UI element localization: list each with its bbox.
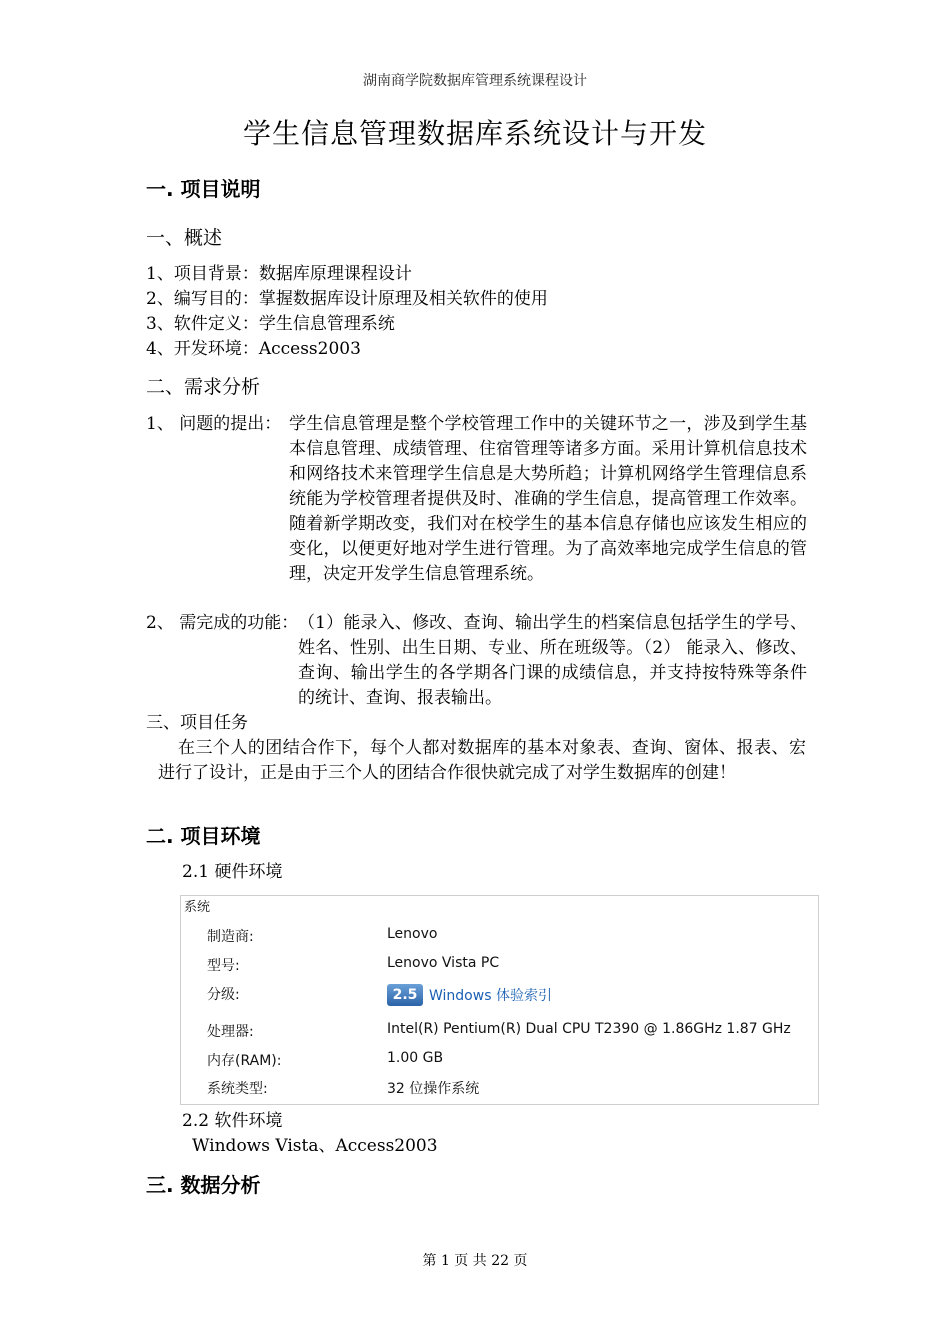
system-info-panel <box>180 895 819 1105</box>
overview-heading: 一、概述 <box>146 227 223 249</box>
system-key: 制造商: <box>207 929 254 945</box>
list-item: 1、项目背景：数据库原理课程设计 <box>146 264 412 284</box>
system-row-type <box>207 1078 807 1100</box>
system-row-manufacturer <box>207 926 807 948</box>
system-key: 分级: <box>207 987 240 1003</box>
requirement-item-1 <box>146 412 811 612</box>
system-row-rating <box>207 984 807 1010</box>
system-row-memory <box>207 1050 807 1072</box>
list-item: 2、编写目的：掌握数据库设计原理及相关软件的使用 <box>146 289 548 309</box>
system-key: 处理器: <box>207 1024 254 1040</box>
document-title: 学生信息管理数据库系统设计与开发 <box>242 117 707 150</box>
requirement-label: 1、 问题的提出： <box>146 414 282 434</box>
system-value: Lenovo Vista PC <box>387 955 500 971</box>
section3-heading: 三. 数据分析 <box>146 1173 261 1197</box>
system-row-processor <box>207 1021 807 1043</box>
requirement-item-2 <box>146 611 811 711</box>
requirement-text: 学生信息管理是整个学校管理工作中的关键环节之一，涉及到学生基本信息管理、成绩管理、住宿管理等诸多方面。采用计算机信息技术和网络技术来管理学生信息是大势所趋；计算机网络学生管理信息系统能为学校管理者提供及时、准确的学生信息，提高管理工作效率。随着新学期改变，我们对在校学生的基本信息存储也应该发生相应的变化，以便更好地对学生进行管理。为了高效率地完成学生信息的管理，决定开发学生信息管理系统。 <box>289 414 807 584</box>
list-item: 4、开发环境：Access2003 <box>146 339 361 359</box>
system-row-model <box>207 955 807 977</box>
tasks-text: 在三个人的团结合作下，每个人都对数据库的基本对象表、查询、窗体、报表、宏进行了设计，正是由于三个人的团结合作很快就完成了对学生数据库的创建！ <box>158 738 806 783</box>
section2-heading: 二. 项目环境 <box>146 824 261 848</box>
software-heading: 2.2 软件环境 <box>182 1111 283 1131</box>
system-key: 型号: <box>207 958 240 974</box>
experience-index-link[interactable]: Windows 体验索引 <box>429 988 552 1004</box>
software-text: Windows Vista、Access2003 <box>192 1136 438 1156</box>
overview-list <box>146 262 816 362</box>
tasks-heading: 三、项目任务 <box>146 713 248 733</box>
system-value: 32 位操作系统 <box>387 1081 480 1097</box>
list-item: 3、软件定义：学生信息管理系统 <box>146 314 395 334</box>
system-caption: 系统 <box>184 900 211 915</box>
hardware-heading: 2.1 硬件环境 <box>182 862 283 882</box>
system-key: 系统类型: <box>207 1081 268 1097</box>
system-key: 内存(RAM): <box>207 1053 282 1069</box>
requirement-text: （1）能录入、修改、查询、输出学生的档案信息包括学生的学号、姓名、性别、出生日期、专业、所在班级等。（2） 能录入、修改、查询、输出学生的各学期各门课的成绩信息，并支持按特殊等条件的统计、查询、报表输出。 <box>298 613 807 708</box>
system-value: 1.00 GB <box>387 1050 444 1066</box>
system-value: Lenovo <box>387 926 438 942</box>
page-header: 湖南商学院数据库管理系统课程设计 <box>363 73 587 89</box>
system-value: Intel(R) Pentium(R) Dual CPU T2390 @ 1.86GHz 1.87 GHz <box>387 1021 791 1037</box>
page-footer: 第 1 页 共 22 页 <box>422 1253 528 1269</box>
requirement-label: 2、 需完成的功能： <box>146 613 299 633</box>
experience-index-score-icon: 2.5 <box>387 984 423 1006</box>
requirements-heading: 二、需求分析 <box>146 376 261 398</box>
section1-heading: 一. 项目说明 <box>146 177 261 201</box>
